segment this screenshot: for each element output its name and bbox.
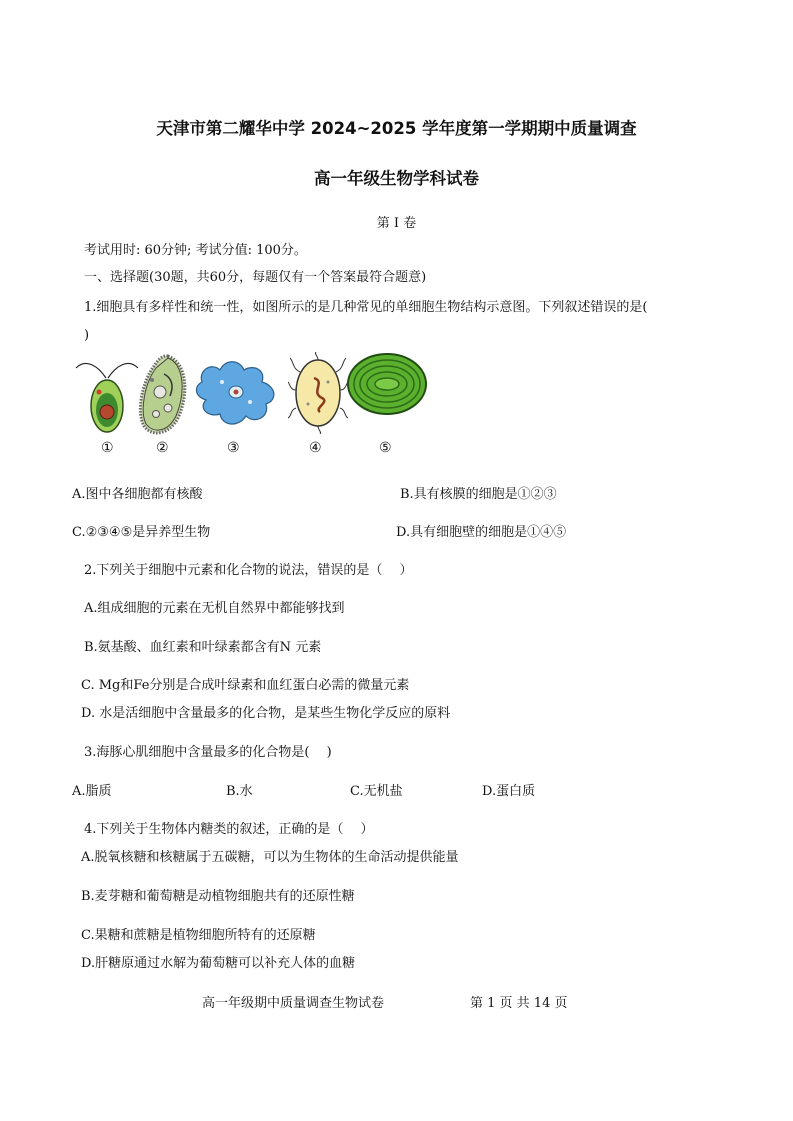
q2-option-c: C. Mg和Fe分别是合成叶绿素和血红蛋白必需的微量元素 bbox=[81, 678, 410, 693]
section-heading: 一、选择题(30题，共60分，每题仅有一个答案最符合题意) bbox=[84, 270, 427, 285]
figure-label-3: ③ bbox=[227, 440, 240, 456]
q3-option-c: C.无机盐 bbox=[350, 784, 403, 799]
q2-option-a: A.组成细胞的元素在无机自然界中都能够找到 bbox=[84, 601, 345, 616]
page-number: 第 1 页 共 14 页 bbox=[470, 996, 568, 1011]
q2-stem: 2.下列关于细胞中元素和化合物的说法，错误的是（ ） bbox=[84, 563, 413, 578]
q3-option-a: A.脂质 bbox=[72, 784, 112, 799]
q4-option-d: D.肝糖原通过水解为葡萄糖可以补充人体的血糖 bbox=[81, 956, 356, 971]
q3-option-d: D.蛋白质 bbox=[482, 784, 536, 799]
paramecium-illustration bbox=[134, 352, 194, 438]
chlamydomonas-illustration bbox=[72, 352, 142, 436]
figure-label-4: ④ bbox=[309, 440, 322, 456]
amoeba-illustration bbox=[192, 352, 282, 432]
q4-option-b: B.麦芽糖和葡萄糖是动植物细胞共有的还原性糖 bbox=[81, 889, 355, 904]
exam-subtitle: 高一年级生物学科试卷 bbox=[314, 169, 479, 188]
bacterium-illustration bbox=[288, 352, 348, 434]
figure-label-2: ② bbox=[156, 440, 169, 456]
q1-option-b: B.具有核膜的细胞是①②③ bbox=[400, 487, 557, 502]
figure-label-5: ⑤ bbox=[379, 440, 392, 456]
q1-stem: 1.细胞具有多样性和统一性，如图所示的是几种常见的单细胞生物结构示意图。下列叙述错误的是( bbox=[84, 300, 648, 315]
q1-option-c: C.②③④⑤是异养型生物 bbox=[72, 525, 211, 540]
footer-title: 高一年级期中质量调查生物试卷 bbox=[202, 996, 385, 1011]
q1-option-d: D.具有细胞壁的细胞是①④⑤ bbox=[396, 525, 567, 540]
q3-stem: 3.海豚心肌细胞中含量最多的化合物是( ) bbox=[84, 745, 332, 760]
green-cell-illustration bbox=[346, 352, 428, 416]
q3-option-b: B.水 bbox=[226, 784, 253, 799]
q4-stem: 4.下列关于生物体内糖类的叙述，正确的是（ ） bbox=[84, 822, 374, 837]
q2-option-d: D. 水是活细胞中含量最多的化合物，是某些生物化学反应的原料 bbox=[81, 706, 451, 721]
q4-option-c: C.果糖和蔗糖是植物细胞所特有的还原糖 bbox=[81, 928, 316, 943]
exam-info: 考试用时: 60分钟; 考试分值: 100分。 bbox=[84, 243, 307, 258]
figure-label-1: ① bbox=[101, 440, 114, 456]
volume-label: 第 Ⅰ 卷 bbox=[376, 216, 417, 231]
q4-option-a: A.脱氧核糖和核糖属于五碳糖，可以为生物体的生命活动提供能量 bbox=[81, 850, 459, 865]
q1-option-a: A.图中各细胞都有核酸 bbox=[72, 487, 203, 502]
exam-title: 天津市第二耀华中学 2024~2025 学年度第一学期期中质量调查 bbox=[156, 119, 637, 138]
q1-stem-cont: ) bbox=[84, 328, 90, 343]
q2-option-b: B.氨基酸、血红素和叶绿素都含有N 元素 bbox=[84, 640, 322, 655]
